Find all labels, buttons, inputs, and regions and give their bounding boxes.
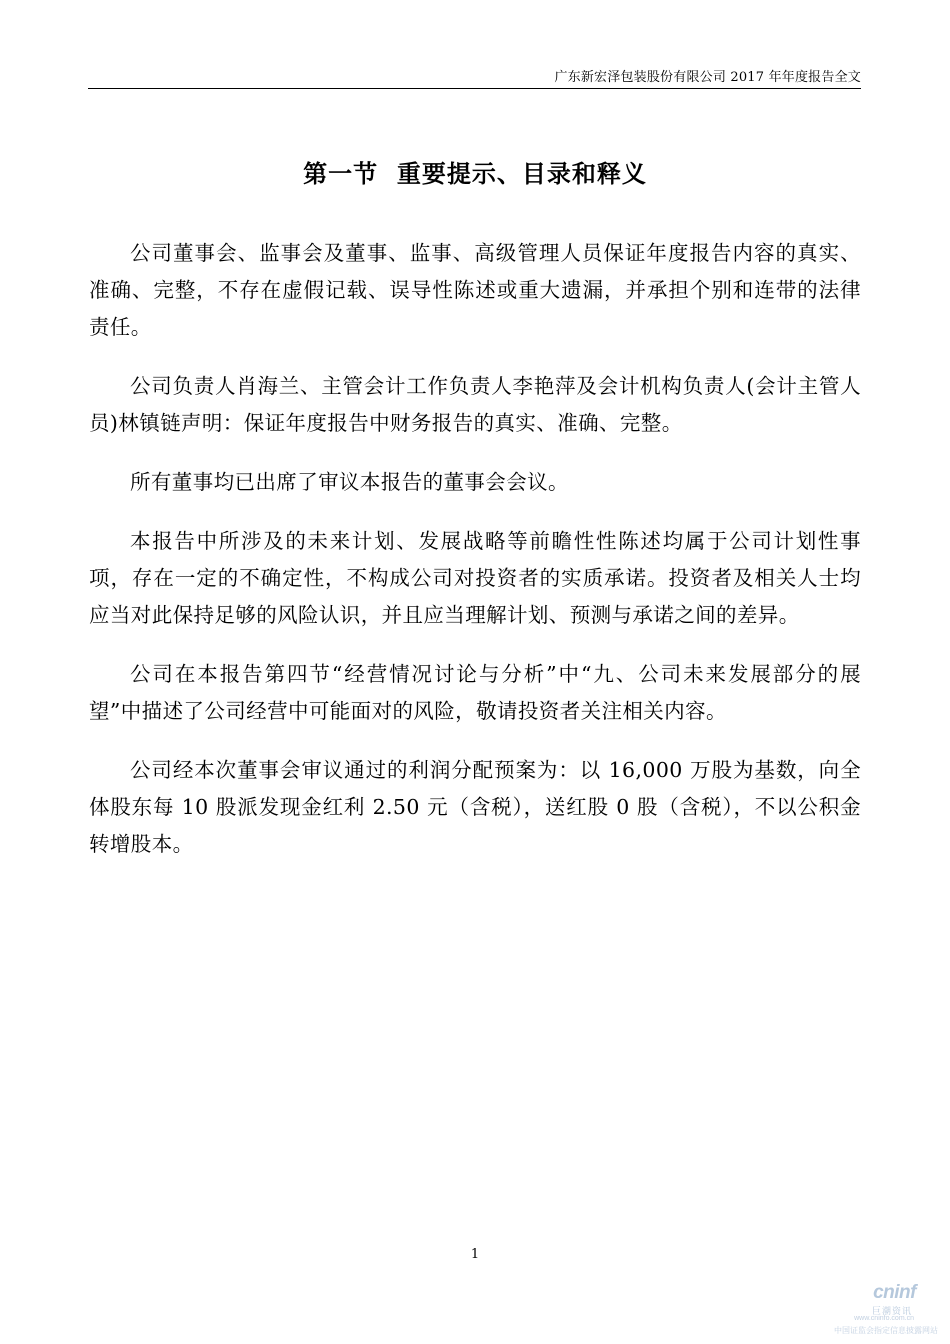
- header-text: 广东新宏泽包装股份有限公司 2017 年年度报告全文: [554, 70, 861, 85]
- watermark-name: 巨潮资讯: [871, 1307, 912, 1317]
- watermark-org: 中国证监会指定信息披露网站: [834, 1326, 938, 1335]
- paragraph-responsibility: 公司董事会、监事会及董事、监事、高级管理人员保证年度报告内容的真实、准确、完整，不存在虚假记载、误导性陈述或重大遗漏，并承担个别和连带的法律责任。: [89, 241, 861, 339]
- section-title: 第一节 重要提示、目录和释义: [303, 159, 647, 188]
- paragraph-attendance: 所有董事均已出席了审议本报告的董事会会议。: [130, 470, 569, 494]
- paragraph-declaration: 公司负责人肖海兰、主管会计工作负责人李艳萍及会计机构负责人(会计主管人员)林镇链声明：保证年度报告中财务报告的真实、准确、完整。: [89, 374, 861, 435]
- watermark-logo: cninf: [873, 1282, 916, 1303]
- page-header: [88, 62, 861, 89]
- watermark-url: www.cninfo.com.cn: [854, 1315, 914, 1322]
- cninfo-watermark: [823, 1282, 938, 1338]
- paragraph-forward-looking: 本报告中所涉及的未来计划、发展战略等前瞻性性陈述均属于公司计划性事项，存在一定的不确定性，不构成公司对投资者的实质承诺。投资者及相关人士均应当对此保持足够的风险认识，并且应当理解计划、预测与承诺之间的差异。: [89, 529, 861, 627]
- paragraph-risk: 公司在本报告第四节“经营情况讨论与分析”中“九、公司未来发展部分的展望”中描述了公司经营中可能面对的风险，敬请投资者关注相关内容。: [89, 662, 861, 723]
- document-body: [89, 235, 861, 885]
- paragraph-dividend: 公司经本次董事会审议通过的利润分配预案为：以 16,000 万股为基数，向全体股东每 10 股派发现金红利 2.50 元（含税），送红股 0 股（含税），不以公积金转增股本。: [89, 758, 861, 856]
- page-number: 1: [470, 1247, 480, 1262]
